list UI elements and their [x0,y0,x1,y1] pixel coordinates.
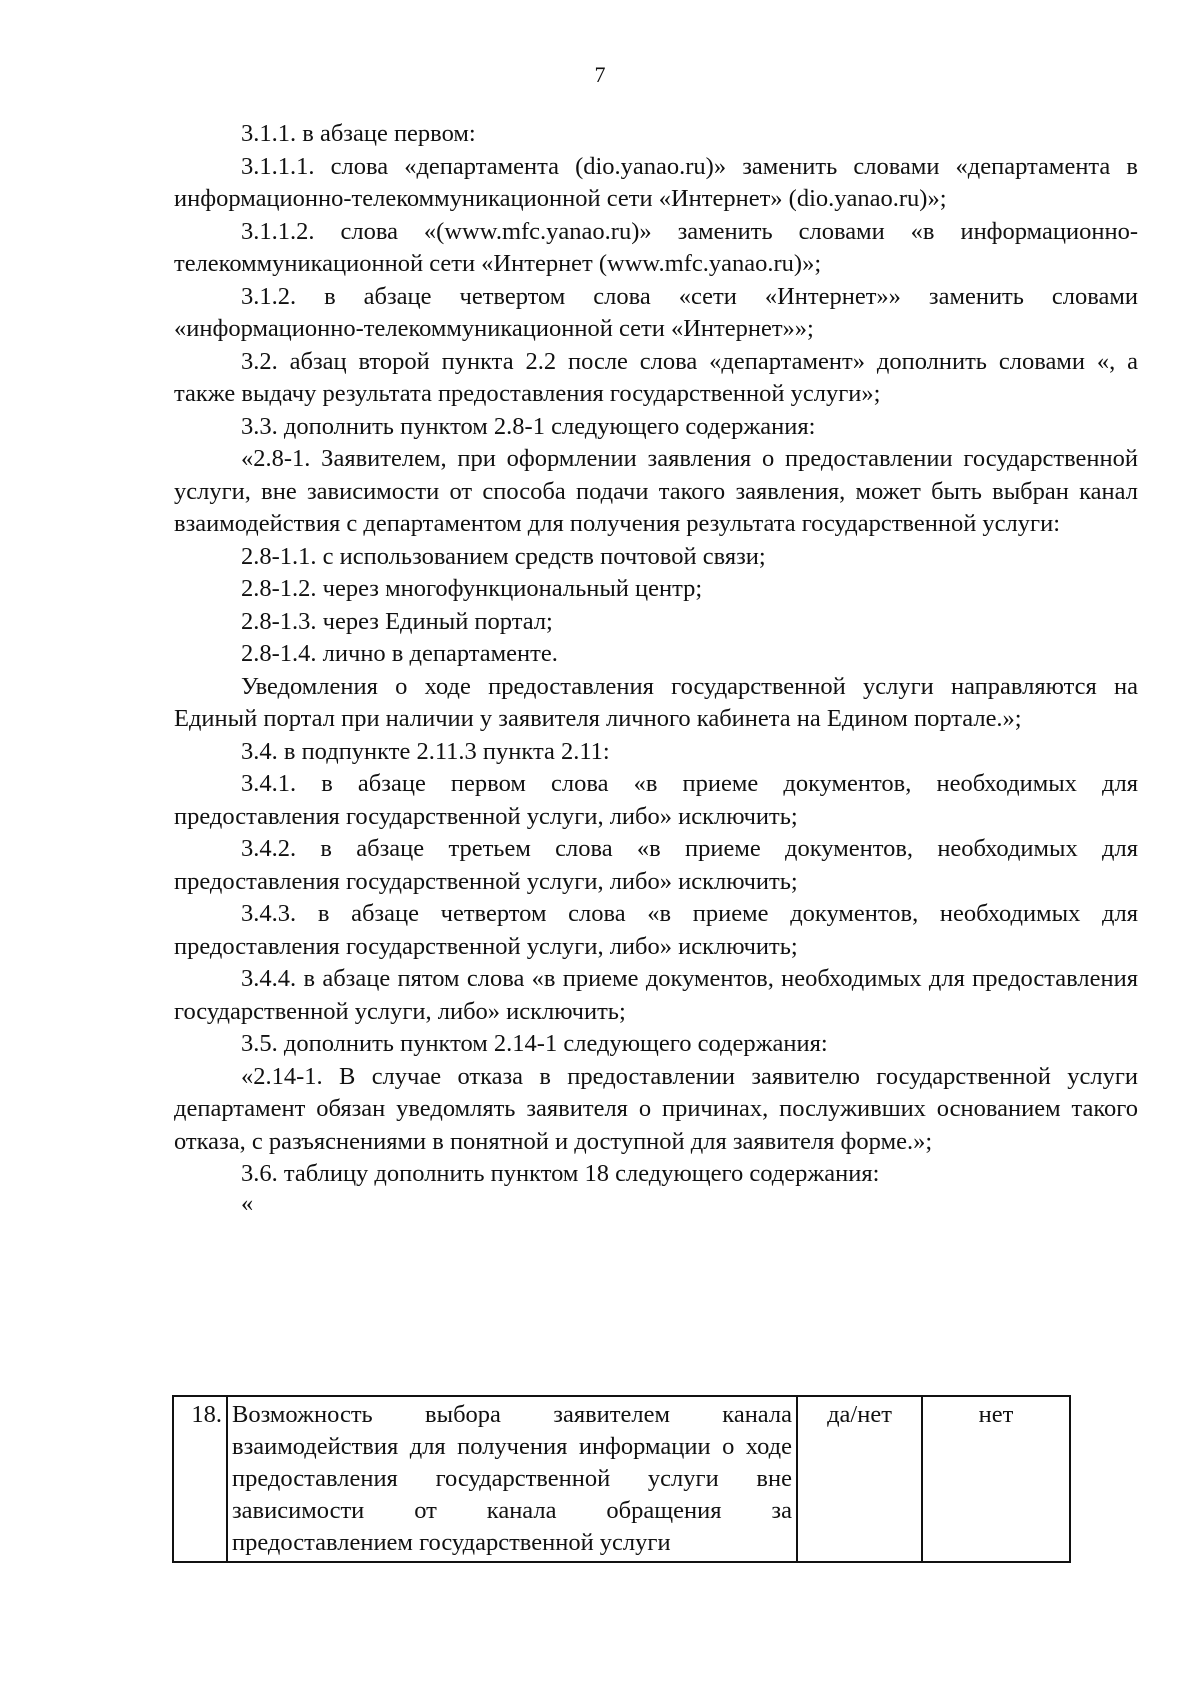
paragraph-2-14-1: «2.14-1. В случае отказа в предоставлении заявителю государственной услуги департамент обязан уведомлять заявителя о причинах, послуживших основанием такого отказа, с разъяснениями в понятной и доступной для заявителя форме.»; [174,1062,1138,1155]
paragraph-2-8-1-4: 2.8-1.4. лично в департаменте. [241,640,558,667]
paragraph-3-1-1: 3.1.1. в абзаце первом: [241,120,476,147]
table-row [173,1396,1070,1562]
paragraph-3-3: 3.3. дополнить пунктом 2.8-1 следующего содержания: [241,412,816,440]
row-number-cell: 18. [173,1396,227,1562]
paragraph-3-1-1-2: 3.1.1.2. слова «(www.mfc.yanao.ru)» заменить словами «в информационно-телекоммуникационной сети «Интернет (www.mfc.yanao.ru)»; [174,217,1138,277]
paragraph-3-4-3: 3.4.3. в абзаце четвертом слова «в приеме документов, необходимых для предоставления государственной услуги, либо» исключить; [174,900,1138,960]
paragraph-3-2: 3.2. абзац второй пункта 2.2 после слова «департамент» дополнить словами «, а также выдачу результата предоставления государственной услуги»; [174,347,1138,407]
paragraph-3-4-4: 3.4.4. в абзаце пятом слова «в приеме документов, необходимых для предоставления государственной услуги, либо» исключить; [174,965,1138,1025]
paragraph-3-4-2: 3.4.2. в абзаце третьем слова «в приеме документов, необходимых для предоставления государственной услуги, либо» исключить; [174,835,1138,895]
row-value-cell-2: нет [922,1396,1070,1562]
paragraph-3-5: 3.5. дополнить пунктом 2.14-1 следующего содержания: [241,1030,828,1057]
document-body [174,118,1138,1217]
amendment-table [172,1395,1071,1563]
row-value-cell-1: да/нет [797,1396,922,1562]
paragraph-3-1-2: 3.1.2. в абзаце четвертом слова «сети «Интернет»» заменить словами «информационно-телекоммуникационной сети «Интернет»»; [174,282,1138,342]
paragraph-2-8-1-2: 2.8-1.2. через многофункциональный центр; [241,575,703,602]
paragraph-2-8-1-1: 2.8-1.1. с использованием средств почтовой связи; [241,542,766,570]
page-number: 7 [594,62,606,87]
quote-open-mark: « [241,1189,254,1217]
paragraph-3-6: 3.6. таблицу дополнить пунктом 18 следующего содержания: [241,1160,880,1187]
paragraph-3-4: 3.4. в подпункте 2.11.3 пункта 2.11: [241,737,610,765]
paragraph-2-8-1: «2.8-1. Заявителем, при оформлении заявления о предоставлении государственной услуги, вне зависимости от способа подачи такого заявления, может быть выбран канал взаимодействия с департаментом для получения результата государственной услуги: [174,445,1138,537]
paragraph-3-1-1-1: 3.1.1.1. слова «департамента (dio.yanao.ru)» заменить словами «департамента в информационно-телекоммуникационной сети «Интернет» (dio.yanao.ru)»; [174,152,1138,212]
row-description-cell: Возможность выбора заявителем канала взаимодействия для получения информации о ходе предоставления государственной услуги вне зависимости от канала обращения за предоставлением государственной услуги [227,1396,797,1562]
paragraph-3-4-1: 3.4.1. в абзаце первом слова «в приеме документов, необходимых для предоставления государственной услуги, либо» исключить; [174,770,1138,830]
paragraph-2-8-1-3: 2.8-1.3. через Единый портал; [241,607,553,635]
paragraph-notifications: Уведомления о ходе предоставления государственной услуги направляются на Единый портал при наличии у заявителя личного кабинета на Едином портале.»; [174,672,1138,732]
